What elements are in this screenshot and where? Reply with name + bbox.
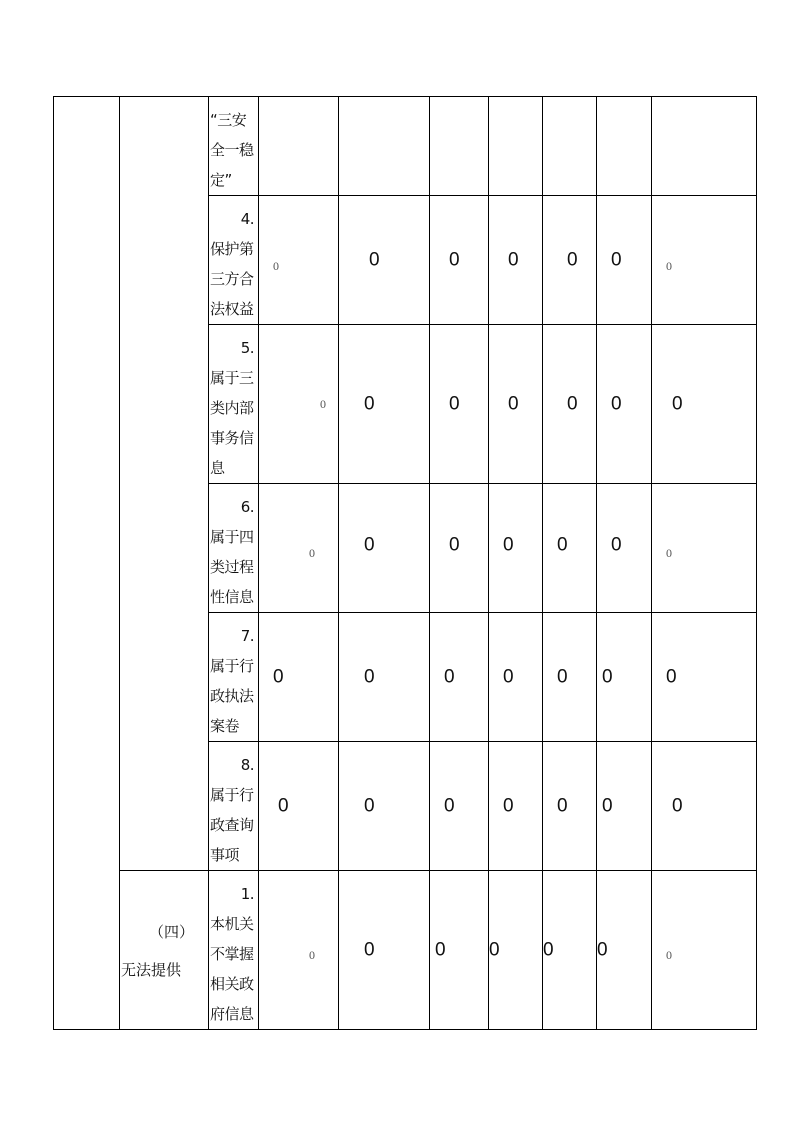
cell-value: 0 [435,939,446,961]
value-cell [543,325,597,484]
cell-value: 0 [602,795,613,817]
value-cell [430,484,489,613]
row-label [209,484,259,613]
cell-value: 0 [449,393,460,415]
value-cell [489,484,543,613]
value-cell [652,196,757,325]
value-cell [597,742,652,871]
value-cell [489,97,543,196]
row-label-line: 三方合 [210,270,254,288]
cell-value: 0 [597,939,608,961]
value-cell [489,325,543,484]
value-cell [543,484,597,613]
row-label [209,97,259,196]
category-four-cell [120,871,209,1030]
cell-value: 0 [602,666,613,688]
row-number: 4. [240,210,254,228]
cell-value: 0 [611,393,622,415]
cell-value: 0 [508,249,519,271]
row-label-line: 法权益 [210,300,254,318]
cell-value: 0 [666,259,672,274]
row-label-line: 属于行 [210,786,254,804]
cell-value: 0 [666,666,677,688]
cell-value: 0 [672,393,683,415]
row-label-line: 府信息 [210,1005,254,1023]
cell-value: 0 [666,546,672,561]
cell-value: 0 [503,534,514,556]
cell-value: 0 [320,397,326,411]
category-index: （四） [148,923,194,941]
row-number: 7. [240,627,254,645]
value-cell [430,742,489,871]
row-label-line: 政查询 [210,816,254,834]
value-cell [652,484,757,613]
value-cell [597,871,652,1030]
value-cell [543,871,597,1030]
value-cell [543,97,597,196]
cell-value: 0 [369,249,380,271]
category-name: 无法提供 [121,961,182,979]
row-label-line: 事务信 [210,429,254,447]
row-label-line: 息 [210,459,225,477]
value-cell [489,196,543,325]
cell-value: 0 [364,534,375,556]
value-cell [430,613,489,742]
row-label-line: 类过程 [210,558,254,576]
value-cell [430,97,489,196]
row-label [209,196,259,325]
cell-value: 0 [364,795,375,817]
value-cell [339,742,430,871]
value-cell [597,325,652,484]
row-label-line: “三安 [210,111,247,129]
row-label-line: 保护第 [210,240,254,258]
value-cell [259,97,339,196]
row-label-line: 相关政 [210,975,254,993]
cell-value: 0 [503,666,514,688]
value-cell [489,613,543,742]
value-cell [597,484,652,613]
cell-value: 0 [449,249,460,271]
cell-value: 0 [309,546,315,561]
value-cell [259,484,339,613]
value-cell [652,97,757,196]
cell-value: 0 [444,666,455,688]
cell-value: 0 [611,249,622,271]
cell-value: 0 [557,534,568,556]
row-label-line: 案卷 [210,717,240,735]
cell-value: 0 [449,534,460,556]
cell-value: 0 [278,795,289,817]
row-label-line: 属于四 [210,528,254,546]
row-label-line: 本机关 [210,915,254,933]
cell-value: 0 [567,393,578,415]
row-label-line: 全一稳 [210,141,254,159]
cell-value: 0 [444,795,455,817]
cell-value: 0 [309,947,315,962]
outer-category-cell [54,97,120,1030]
cell-value: 0 [273,666,284,688]
value-cell [489,871,543,1030]
value-cell [430,871,489,1030]
value-cell [597,196,652,325]
row-label [209,613,259,742]
table-row [54,97,757,196]
row-label-line: 不掌握 [210,945,254,963]
value-cell [259,742,339,871]
value-cell [430,196,489,325]
value-cell [543,742,597,871]
row-label-line: 定” [210,171,232,189]
value-cell [339,325,430,484]
cell-value: 0 [364,393,375,415]
row-number: 1. [240,885,254,903]
row-label-line: 事项 [210,846,240,864]
value-cell [259,196,339,325]
cell-value: 0 [672,795,683,817]
statistics-table [53,96,757,1030]
cell-value: 0 [543,939,554,961]
value-cell [543,196,597,325]
value-cell [652,742,757,871]
row-label-line: 属于三 [210,369,254,387]
cell-value: 0 [557,666,568,688]
cell-value: 0 [666,947,672,962]
value-cell [652,613,757,742]
cell-value: 0 [364,939,375,961]
value-cell [259,871,339,1030]
cell-value: 0 [557,795,568,817]
row-label [209,871,259,1030]
row-label [209,742,259,871]
cell-value: 0 [611,534,622,556]
table-row [54,871,757,1030]
row-label-line: 性信息 [210,588,254,606]
value-cell [339,196,430,325]
value-cell [339,613,430,742]
value-cell [489,742,543,871]
cell-value: 0 [489,939,500,961]
cell-value: 0 [508,393,519,415]
value-cell [597,613,652,742]
value-cell [597,97,652,196]
cell-value: 0 [503,795,514,817]
value-cell [652,871,757,1030]
row-number: 8. [240,756,254,774]
row-label-line: 政执法 [210,687,254,705]
cell-value: 0 [273,259,279,274]
row-number: 5. [240,339,254,357]
row-label [209,325,259,484]
cell-value: 0 [567,249,578,271]
row-label-line: 属于行 [210,657,254,675]
value-cell [430,325,489,484]
row-number: 6. [240,498,254,516]
value-cell [339,871,430,1030]
row-label-line: 类内部 [210,399,254,417]
value-cell [543,613,597,742]
value-cell [652,325,757,484]
value-cell [259,613,339,742]
sub-category-cell [120,97,209,871]
cell-value: 0 [364,666,375,688]
value-cell [259,325,339,484]
value-cell [339,484,430,613]
value-cell [339,97,430,196]
